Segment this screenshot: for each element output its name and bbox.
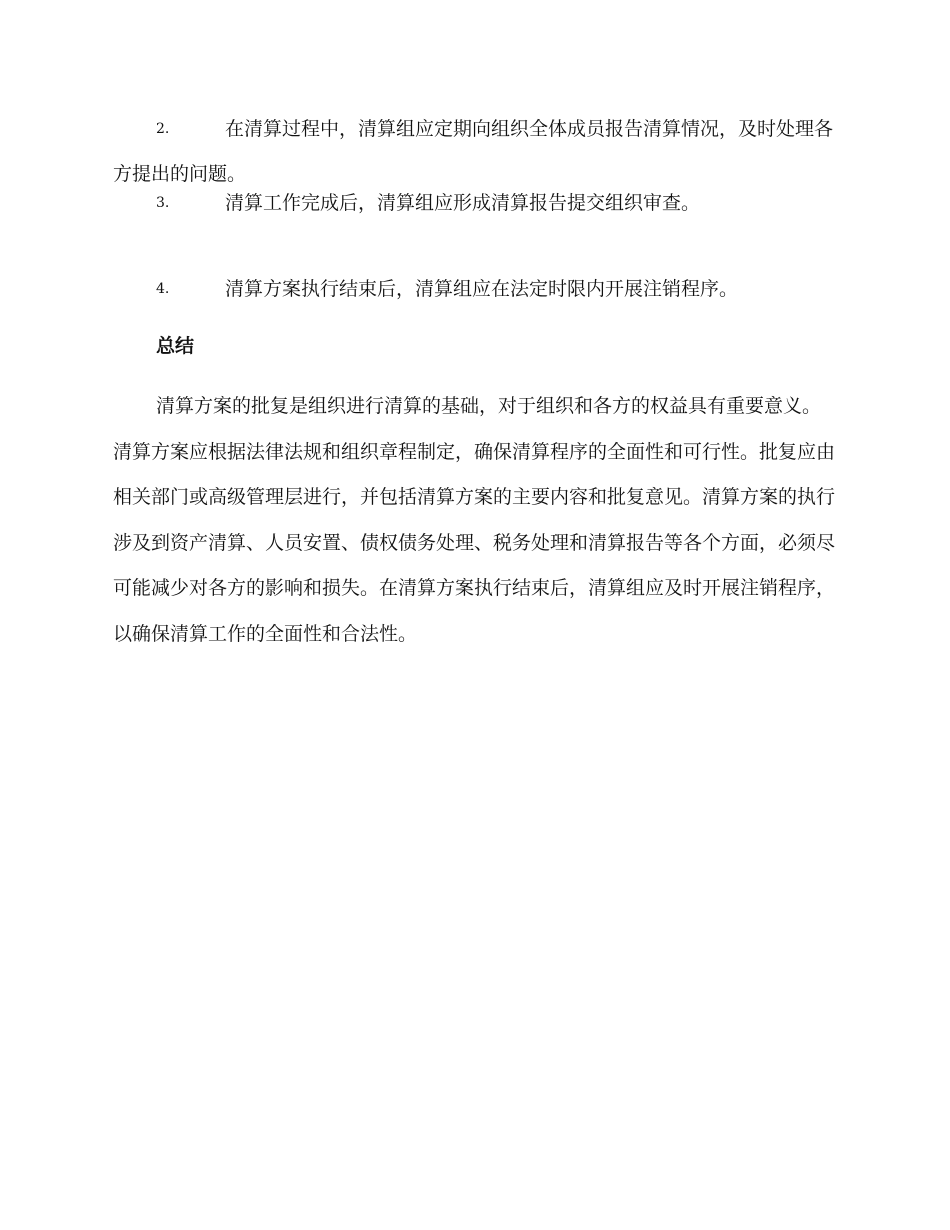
list-item: [113, 267, 837, 312]
list-item-number: 4.: [156, 281, 170, 297]
list-item-number: 2.: [156, 121, 170, 137]
list-item: [113, 181, 837, 226]
summary-heading: 总结: [156, 335, 195, 357]
list-item-text: 清算方案执行结束后，清算组应在法定时限内开展注销程序。: [225, 278, 739, 300]
list-item-number: 3.: [156, 195, 170, 211]
list-item-text: 在清算过程中，清算组应定期向组织全体成员报告清算情况，及时处理各方提出的问题。: [113, 118, 834, 185]
list-item-text: 清算工作完成后，清算组应形成清算报告提交组织审查。: [225, 192, 701, 214]
summary-paragraph: 清算方案的批复是组织进行清算的基础，对于组织和各方的权益具有重要意义。清算方案应根据法律法规和组织章程制定，确保清算程序的全面性和可行性。批复应由相关部门或高级管理层进行，并包括清算方案的主要内容和批复意见。清算方案的执行涉及到资产清算、人员安置、债权债务处理、税务处理和清算报告等各个方面，必须尽可能减少对各方的影响和损失。在清算方案执行结束后，清算组应及时开展注销程序，以确保清算工作的全面性和合法性。: [113, 395, 836, 645]
